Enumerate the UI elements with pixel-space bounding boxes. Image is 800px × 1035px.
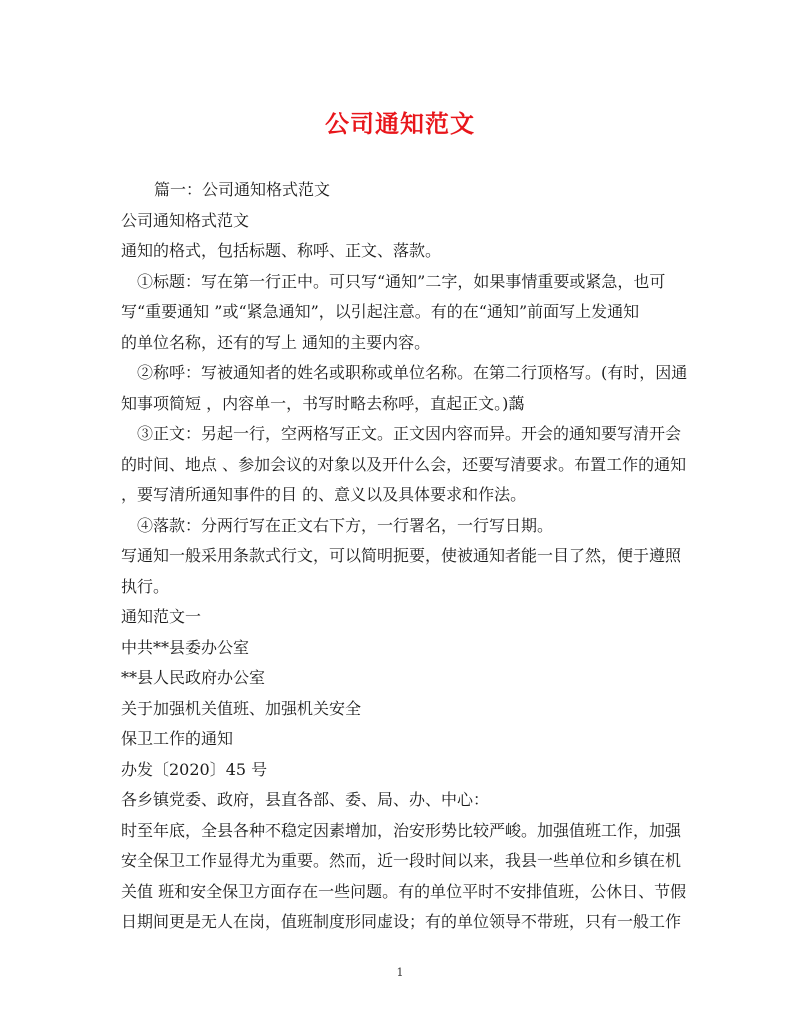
- paragraph-line: 写“重要通知 ”或“紧急通知”，以引起注意。有的在“通知”前面写上发通知: [121, 302, 640, 321]
- document-number: 办发〔2020〕45 号: [121, 759, 268, 779]
- notice-title-line: 保卫工作的通知: [121, 729, 234, 748]
- section-heading: 篇一：公司通知格式范文: [154, 180, 331, 199]
- paragraph-line: 通知的格式，包括标题、称呼、正文、落款。: [121, 241, 442, 260]
- salutation: 各乡镇党委、政府，县直各部、委、局、办、中心：: [121, 790, 490, 809]
- paragraph-line: ④落款：分两行写在正文右下方，一行署名，一行写日期。: [137, 515, 554, 535]
- paragraph-line: ②称呼：写被通知者的姓名或职称或单位名称。在第二行顶格写。(有时，因通: [137, 363, 688, 382]
- notice-title-line: 关于加强机关值班、加强机关安全: [121, 698, 362, 718]
- document-title: 公司通知范文: [325, 109, 475, 138]
- paragraph-line: ，要写清所通知事件的目 的、意义以及具体要求和作法。: [121, 485, 527, 504]
- paragraph-line: 关值 班和安全保卫方面存在一些问题。有的单位平时不安排值班，公休日、节假: [121, 881, 687, 901]
- paragraph-line: 写通知一般采用条款式行文，可以简明扼要，使被通知者能一目了然，便于遵照: [121, 546, 682, 565]
- paragraph-line: 时至年底，全县各种不稳定因素增加，治安形势比较严峻。加强值班工作，加强: [121, 820, 682, 840]
- paragraph-line: 安全保卫工作显得尤为重要。然而，近一段时间以来，我县一些单位和乡镇在机: [121, 851, 682, 870]
- document-body: [121, 175, 688, 938]
- issuer-line: 中共**县委办公室: [121, 637, 250, 657]
- page-number: 1: [396, 966, 404, 979]
- paragraph-line: ①标题：写在第一行正中。可只写“通知”二字，如果事情重要或紧急，也可: [137, 271, 666, 291]
- paragraph-line: 的单位名称，还有的写上 通知的主要内容。: [121, 332, 431, 352]
- paragraph-line: 日期间更是无人在岗，值班制度形同虚设；有的单位领导不带班，只有一般工作: [121, 912, 682, 931]
- paragraph-line: 执行。: [121, 576, 170, 596]
- paragraph-line: 的时间、地点 、参加会议的对象以及开什么会，还要写清要求。布置工作的通知: [121, 454, 687, 474]
- example-heading: 通知范文一: [121, 607, 202, 626]
- paragraph-line: 知事项简短 ，内容单一，书写时略去称呼，直起正文。)藹: [121, 393, 525, 413]
- subheading: 公司通知格式范文: [121, 210, 250, 230]
- paragraph-line: ③正文：另起一行，空两格写正文。正文因内容而异。开会的通知要写清开会: [137, 424, 682, 443]
- issuer-line: **县人民政府办公室: [121, 668, 266, 687]
